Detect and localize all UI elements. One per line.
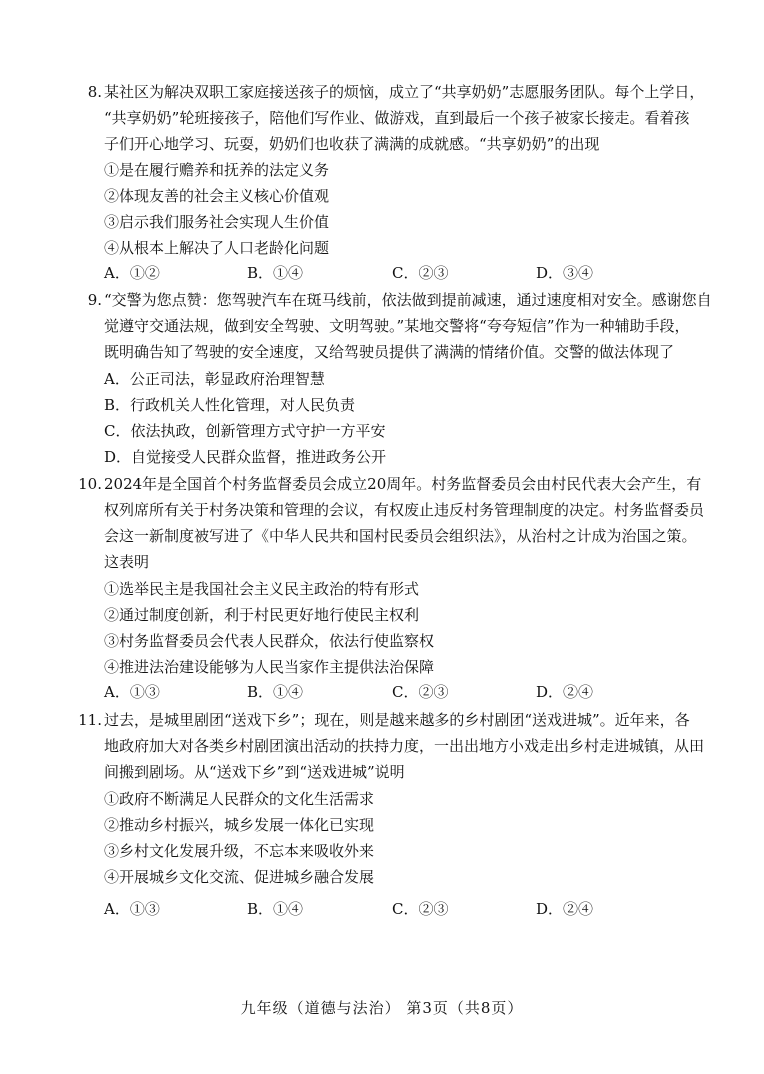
question-stem-line: 会这一新制度被写进了《中华人民共和国村民委员会组织法》，从治村之计成为治国之策。: [104, 527, 697, 545]
choice-d: D．②④: [536, 900, 594, 918]
choice-d: D．③④: [536, 264, 594, 282]
statement-item: ③启示我们服务社会实现人生价值: [104, 213, 330, 231]
question-stem-line: 2024年是全国首个村务监督委员会成立20周年。村务监督委员会由村民代表大会产生，有: [104, 475, 702, 493]
choice-b: B．①④: [247, 264, 304, 282]
statement-item: ②体现友善的社会主义核心价值观: [104, 187, 330, 205]
question-stem-line: 间搬到剧场。从“送戏下乡”到“送戏进城”说明: [104, 763, 405, 781]
statement-item: ④开展城乡文化交流、促进城乡融合发展: [104, 868, 375, 886]
answer-choices: [104, 262, 704, 288]
statement-item: ①选举民主是我国社会主义民主政治的特有形式: [104, 580, 420, 598]
question-stem-line: 觉遵守交通法规，做到安全驾驶、文明驾驶。”某地交警将“夸夸短信”作为一种辅助手段，: [104, 317, 690, 335]
answer-choices: [104, 681, 704, 707]
choice-c: C．②③: [392, 900, 449, 918]
choice-c: C．②③: [392, 264, 449, 282]
statement-item: ①是在履行赡养和抚养的法定义务: [104, 161, 330, 179]
question-number: 10.: [78, 475, 102, 493]
statement-item: ②推动乡村振兴，城乡发展一体化已实现: [104, 816, 375, 834]
statement-item: ③村务监督委员会代表人民群众，依法行使监察权: [104, 632, 435, 650]
question-stem-line: “共享奶奶”轮班接孩子，陪他们写作业、做游戏，直到最后一个孩子被家长接走。看着孩: [104, 109, 690, 127]
page-footer: 九年级（道德与法治） 第3页（共8页）: [240, 999, 524, 1017]
statement-item: ②通过制度创新，利于村民更好地行使民主权利: [104, 606, 420, 624]
question-stem-line: “交警为您点赞：您驾驶汽车在斑马线前，依法做到提前减速，通过速度相对安全。感谢您自: [104, 291, 712, 309]
choice-a: A．①③: [104, 900, 160, 918]
question-number: 9.: [87, 291, 102, 309]
question-stem-line: 某社区为解决双职工家庭接送孩子的烦恼，成立了“共享奶奶”志愿服务团队。每个上学日，: [104, 83, 705, 101]
option-a: A．公正司法，彰显政府治理智慧: [104, 370, 325, 388]
question-stem-line: 过去，是城里剧团“送戏下乡”；现在，则是越来越多的乡村剧团“送戏进城”。近年来，各: [104, 711, 690, 729]
option-d: D．自觉接受人民群众监督，推进政务公开: [104, 448, 387, 466]
question-number: 11.: [78, 711, 102, 729]
question-number: 8.: [87, 83, 102, 101]
statement-item: ④从根本上解决了人口老龄化问题: [104, 239, 330, 257]
answer-choices: [104, 898, 704, 924]
choice-b: B．①④: [247, 900, 304, 918]
question-stem-line: 这表明: [104, 553, 150, 571]
choice-a: A．①③: [104, 683, 160, 701]
question-stem-line: 既明确告知了驾驶的安全速度，又给驾驶员提供了满满的情绪价值。交警的做法体现了: [104, 343, 675, 361]
choice-b: B．①④: [247, 683, 304, 701]
statement-item: ③乡村文化发展升级，不忘本来吸收外来: [104, 842, 375, 860]
question-stem-line: 地政府加大对各类乡村剧团演出活动的扶持力度，一出出地方小戏走出乡村走进城镇，从田: [104, 737, 705, 755]
option-c: C．依法执政，创新管理方式守护一方平安: [104, 422, 386, 440]
statement-item: ④推进法治建设能够为人民当家作主提供法治保障: [104, 658, 435, 676]
choice-c: C．②③: [392, 683, 449, 701]
statement-item: ①政府不断满足人民群众的文化生活需求: [104, 790, 375, 808]
question-stem-line: 子们开心地学习、玩耍，奶奶们也收获了满满的成就感。“共享奶奶”的出现: [104, 135, 600, 153]
choice-a: A．①②: [104, 264, 160, 282]
question-stem-line: 权列席所有关于村务决策和管理的会议，有权废止违反村务管理制度的决定。村务监督委员: [104, 501, 705, 519]
choice-d: D．②④: [536, 683, 594, 701]
option-b: B．行政机关人性化管理，对人民负责: [104, 396, 356, 414]
